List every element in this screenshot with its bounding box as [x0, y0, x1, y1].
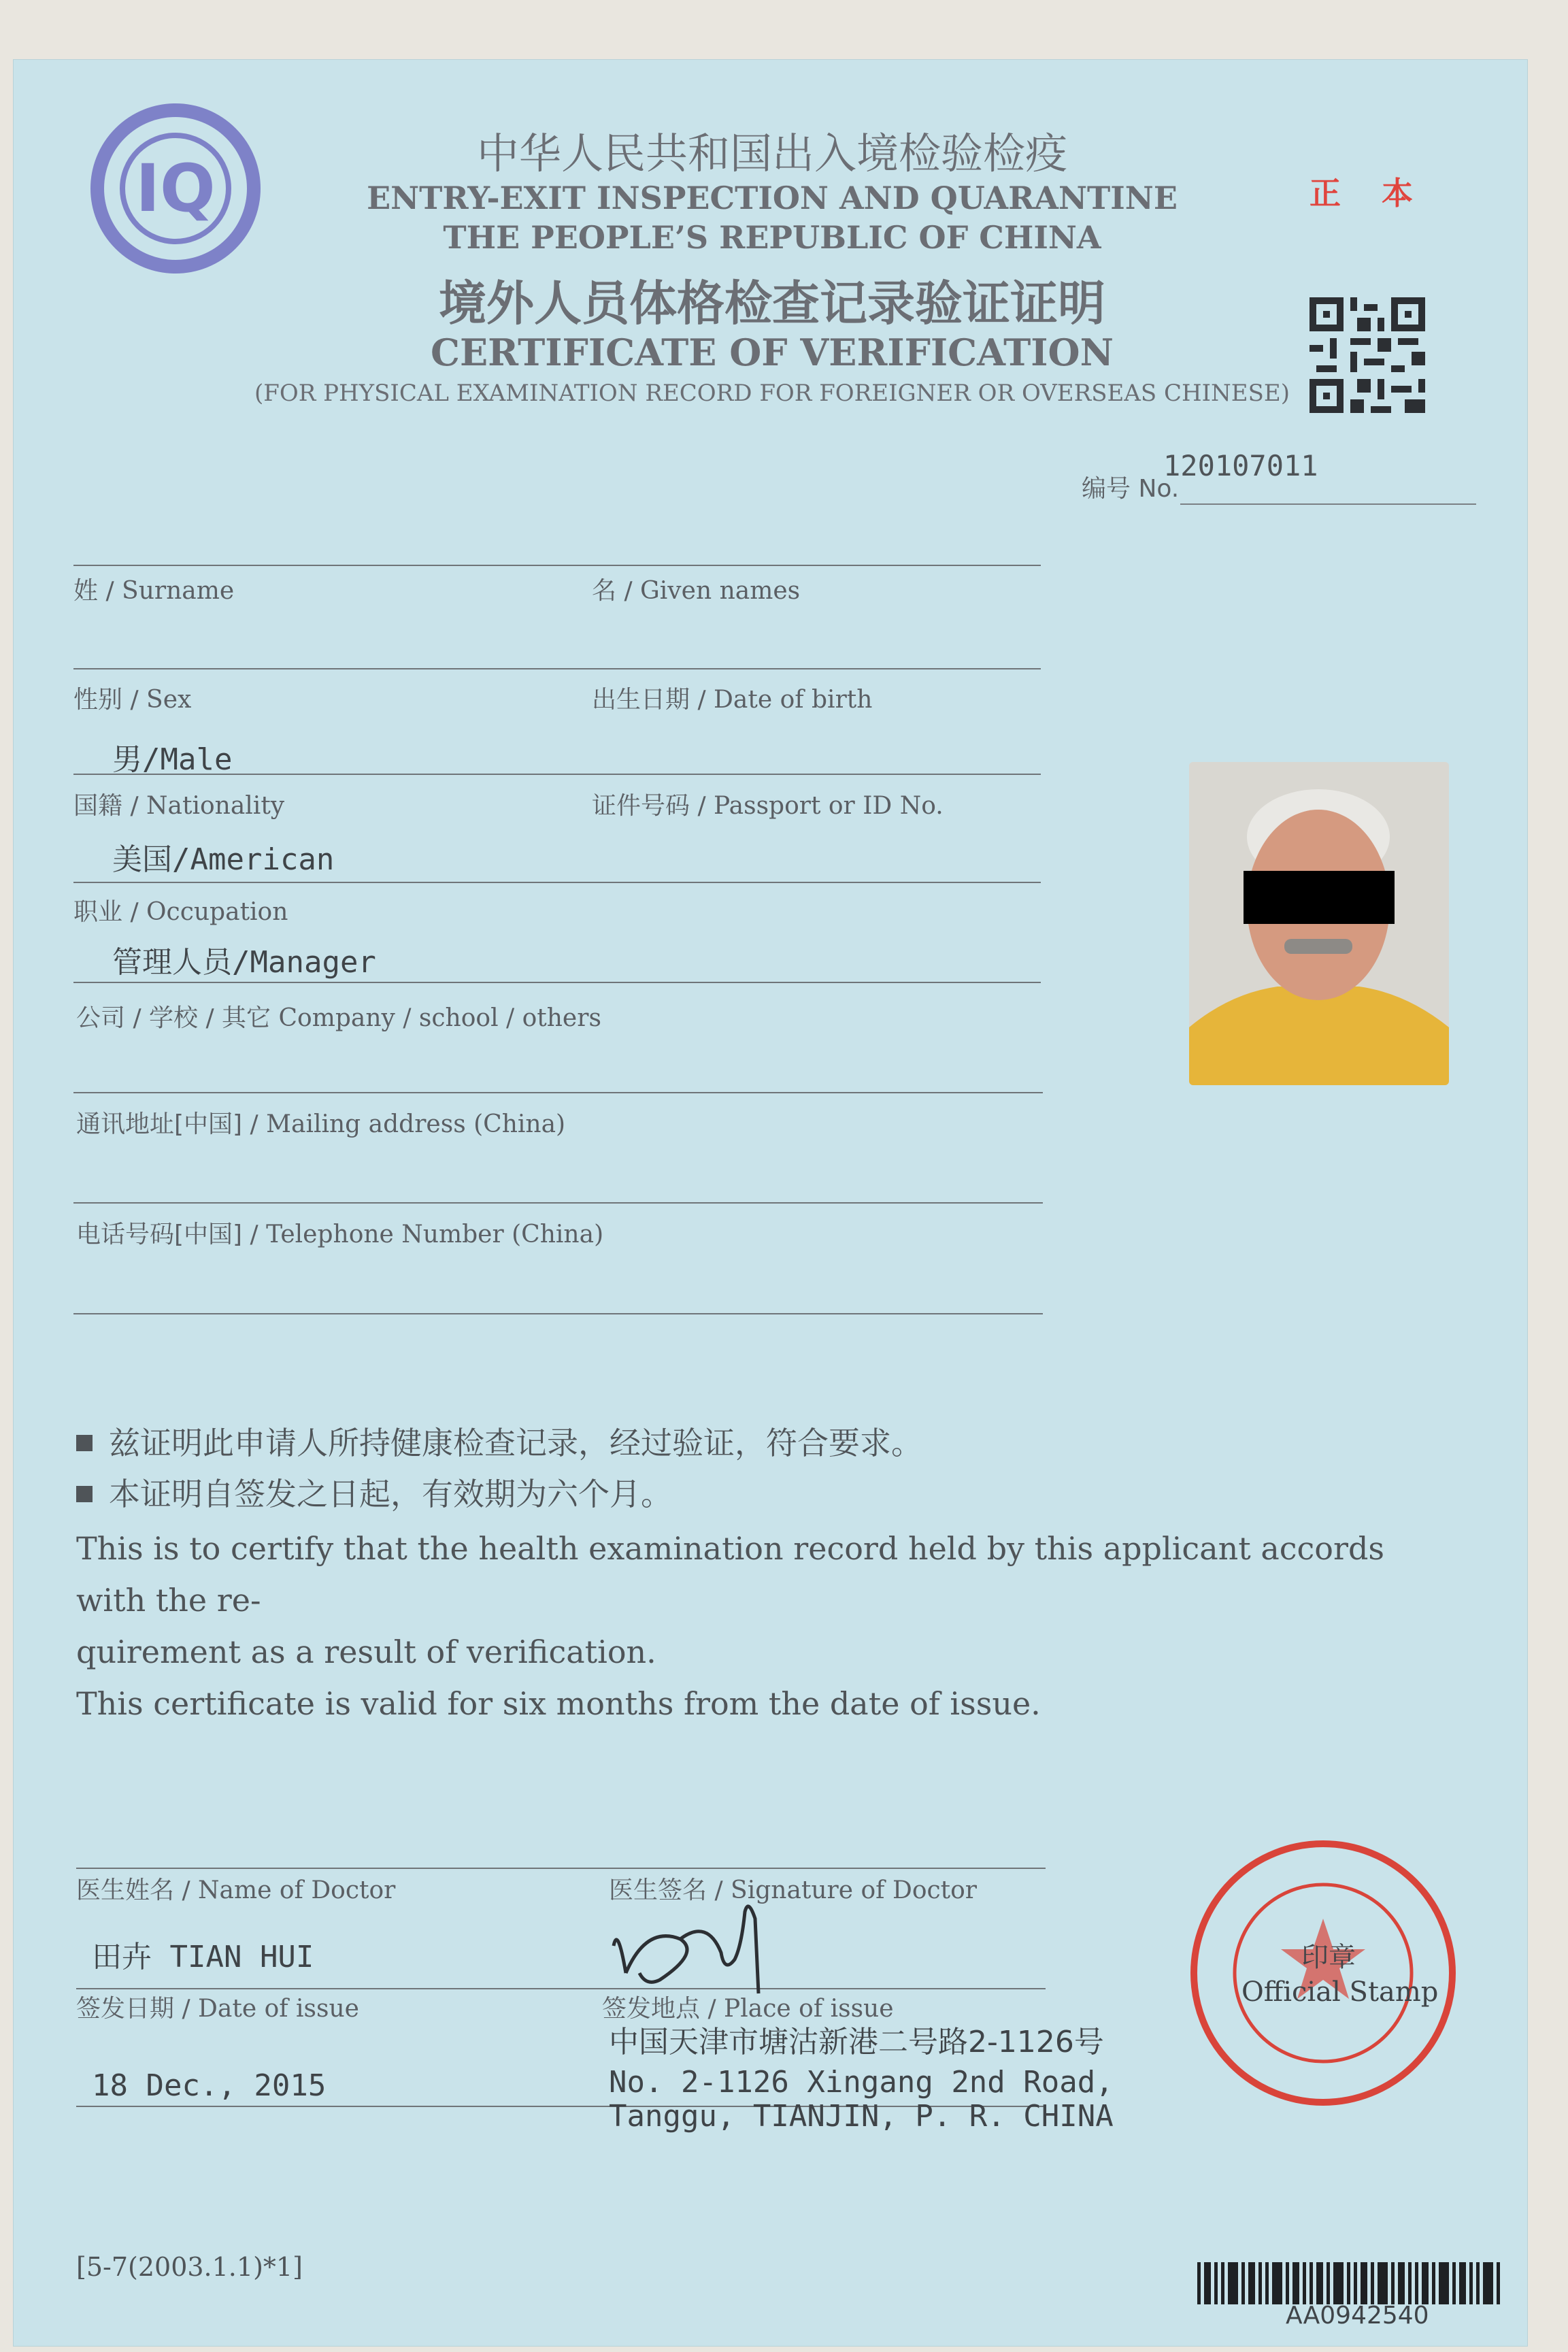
barcode-icon [1197, 2262, 1503, 2304]
place-of-issue-en-line1: No. 2-1126 Xingang 2nd Road, [609, 2065, 1114, 2100]
divider [73, 1313, 1043, 1314]
authority-title-en-line1: ENTRY-EXIT INSPECTION AND QUARANTINE [367, 180, 1178, 216]
place-of-issue-en-line2: Tanggu, TIANJIN, P. R. CHINA [609, 2099, 1114, 2134]
divider [73, 982, 1041, 983]
serial-number-value: 120107011 [1163, 449, 1318, 482]
mailing-address-label: 通讯地址[中国] / Mailing address (China) [76, 1110, 566, 1138]
barcode-number: AA0942540 [1286, 2302, 1429, 2330]
divider [73, 1092, 1043, 1093]
certification-statement-cn-2: 本证明自签发之日起，有效期为六个月。 [76, 1470, 672, 1514]
telephone-label: 电话号码[中国] / Telephone Number (China) [76, 1221, 604, 1248]
stamp-label-en: Official Stamp [1241, 1976, 1439, 2008]
doctor-name-label: 医生姓名 / Name of Doctor [76, 1876, 396, 1904]
place-of-issue-cn: 中国天津市塘沽新港二号路2-1126号 [609, 2025, 1104, 2059]
date-of-issue-value: 18 Dec., 2015 [92, 2068, 327, 2103]
passport-label: 证件号码 / Passport or ID No. [592, 792, 944, 820]
place-of-issue-label: 签发地点 / Place of issue [602, 1995, 894, 2023]
nationality-label: 国籍 / Nationality [73, 792, 285, 820]
document-title-en: CERTIFICATE OF VERIFICATION [431, 331, 1114, 374]
divider [73, 668, 1041, 669]
document-title-cn: 境外人员体格检查记录验证证明 [439, 276, 1105, 331]
divider [73, 565, 1041, 566]
occupation-label: 职业 / Occupation [73, 898, 288, 926]
doctor-signature [605, 1898, 810, 2000]
surname-label: 姓 / Surname [73, 577, 235, 605]
sex-label: 性别 / Sex [73, 686, 192, 714]
serial-number-underline [1180, 503, 1476, 505]
nationality-value: 美国/American [112, 842, 335, 877]
bullet-square-icon [76, 1435, 93, 1451]
given-names-label: 名 / Given names [592, 577, 801, 605]
date-of-birth-label: 出生日期 / Date of birth [592, 686, 873, 714]
doctor-signature-label: 医生签名 / Signature of Doctor [609, 1876, 977, 1904]
certification-statement-cn-1: 兹证明此申请人所持健康检查记录，经过验证，符合要求。 [76, 1419, 922, 1463]
certification-statement-en: This is to certify that the health examination record held by this applicant accords with the re- quirement as a result of verification. This certificate is valid for six months from the date of issue. [76, 1530, 1385, 1722]
divider [76, 1868, 1046, 1869]
original-copy-mark: 正本 [1310, 175, 1454, 212]
bullet-square-icon [76, 1486, 93, 1502]
svg-text:IQ: IQ [135, 150, 216, 227]
date-of-issue-label: 签发日期 / Date of issue [76, 1995, 359, 2023]
company-label: 公司 / 学校 / 其它 Company / school / others [76, 1004, 601, 1032]
sex-value: 男/Male [112, 742, 233, 777]
divider [73, 1202, 1043, 1204]
divider [73, 882, 1041, 883]
authority-title-en-line2: THE PEOPLE’S REPUBLIC OF CHINA [443, 219, 1101, 256]
serial-number-label: 编号 No. [1082, 475, 1180, 503]
applicant-photo [1189, 762, 1449, 1085]
stamp-label-cn: 印章 [1301, 1942, 1356, 1973]
authority-title-cn: 中华人民共和国出入境检验检疫 [476, 129, 1067, 178]
qr-code-icon [1310, 297, 1425, 413]
occupation-value: 管理人员/Manager [112, 945, 376, 980]
document-subtitle: (FOR PHYSICAL EXAMINATION RECORD FOR FOREIGNER OR OVERSEAS CHINESE) [254, 380, 1290, 407]
doctor-name-value: 田卉 TIAN HUI [92, 1940, 314, 1974]
form-code: [5-7(2003.1.1)*1] [76, 2252, 303, 2282]
